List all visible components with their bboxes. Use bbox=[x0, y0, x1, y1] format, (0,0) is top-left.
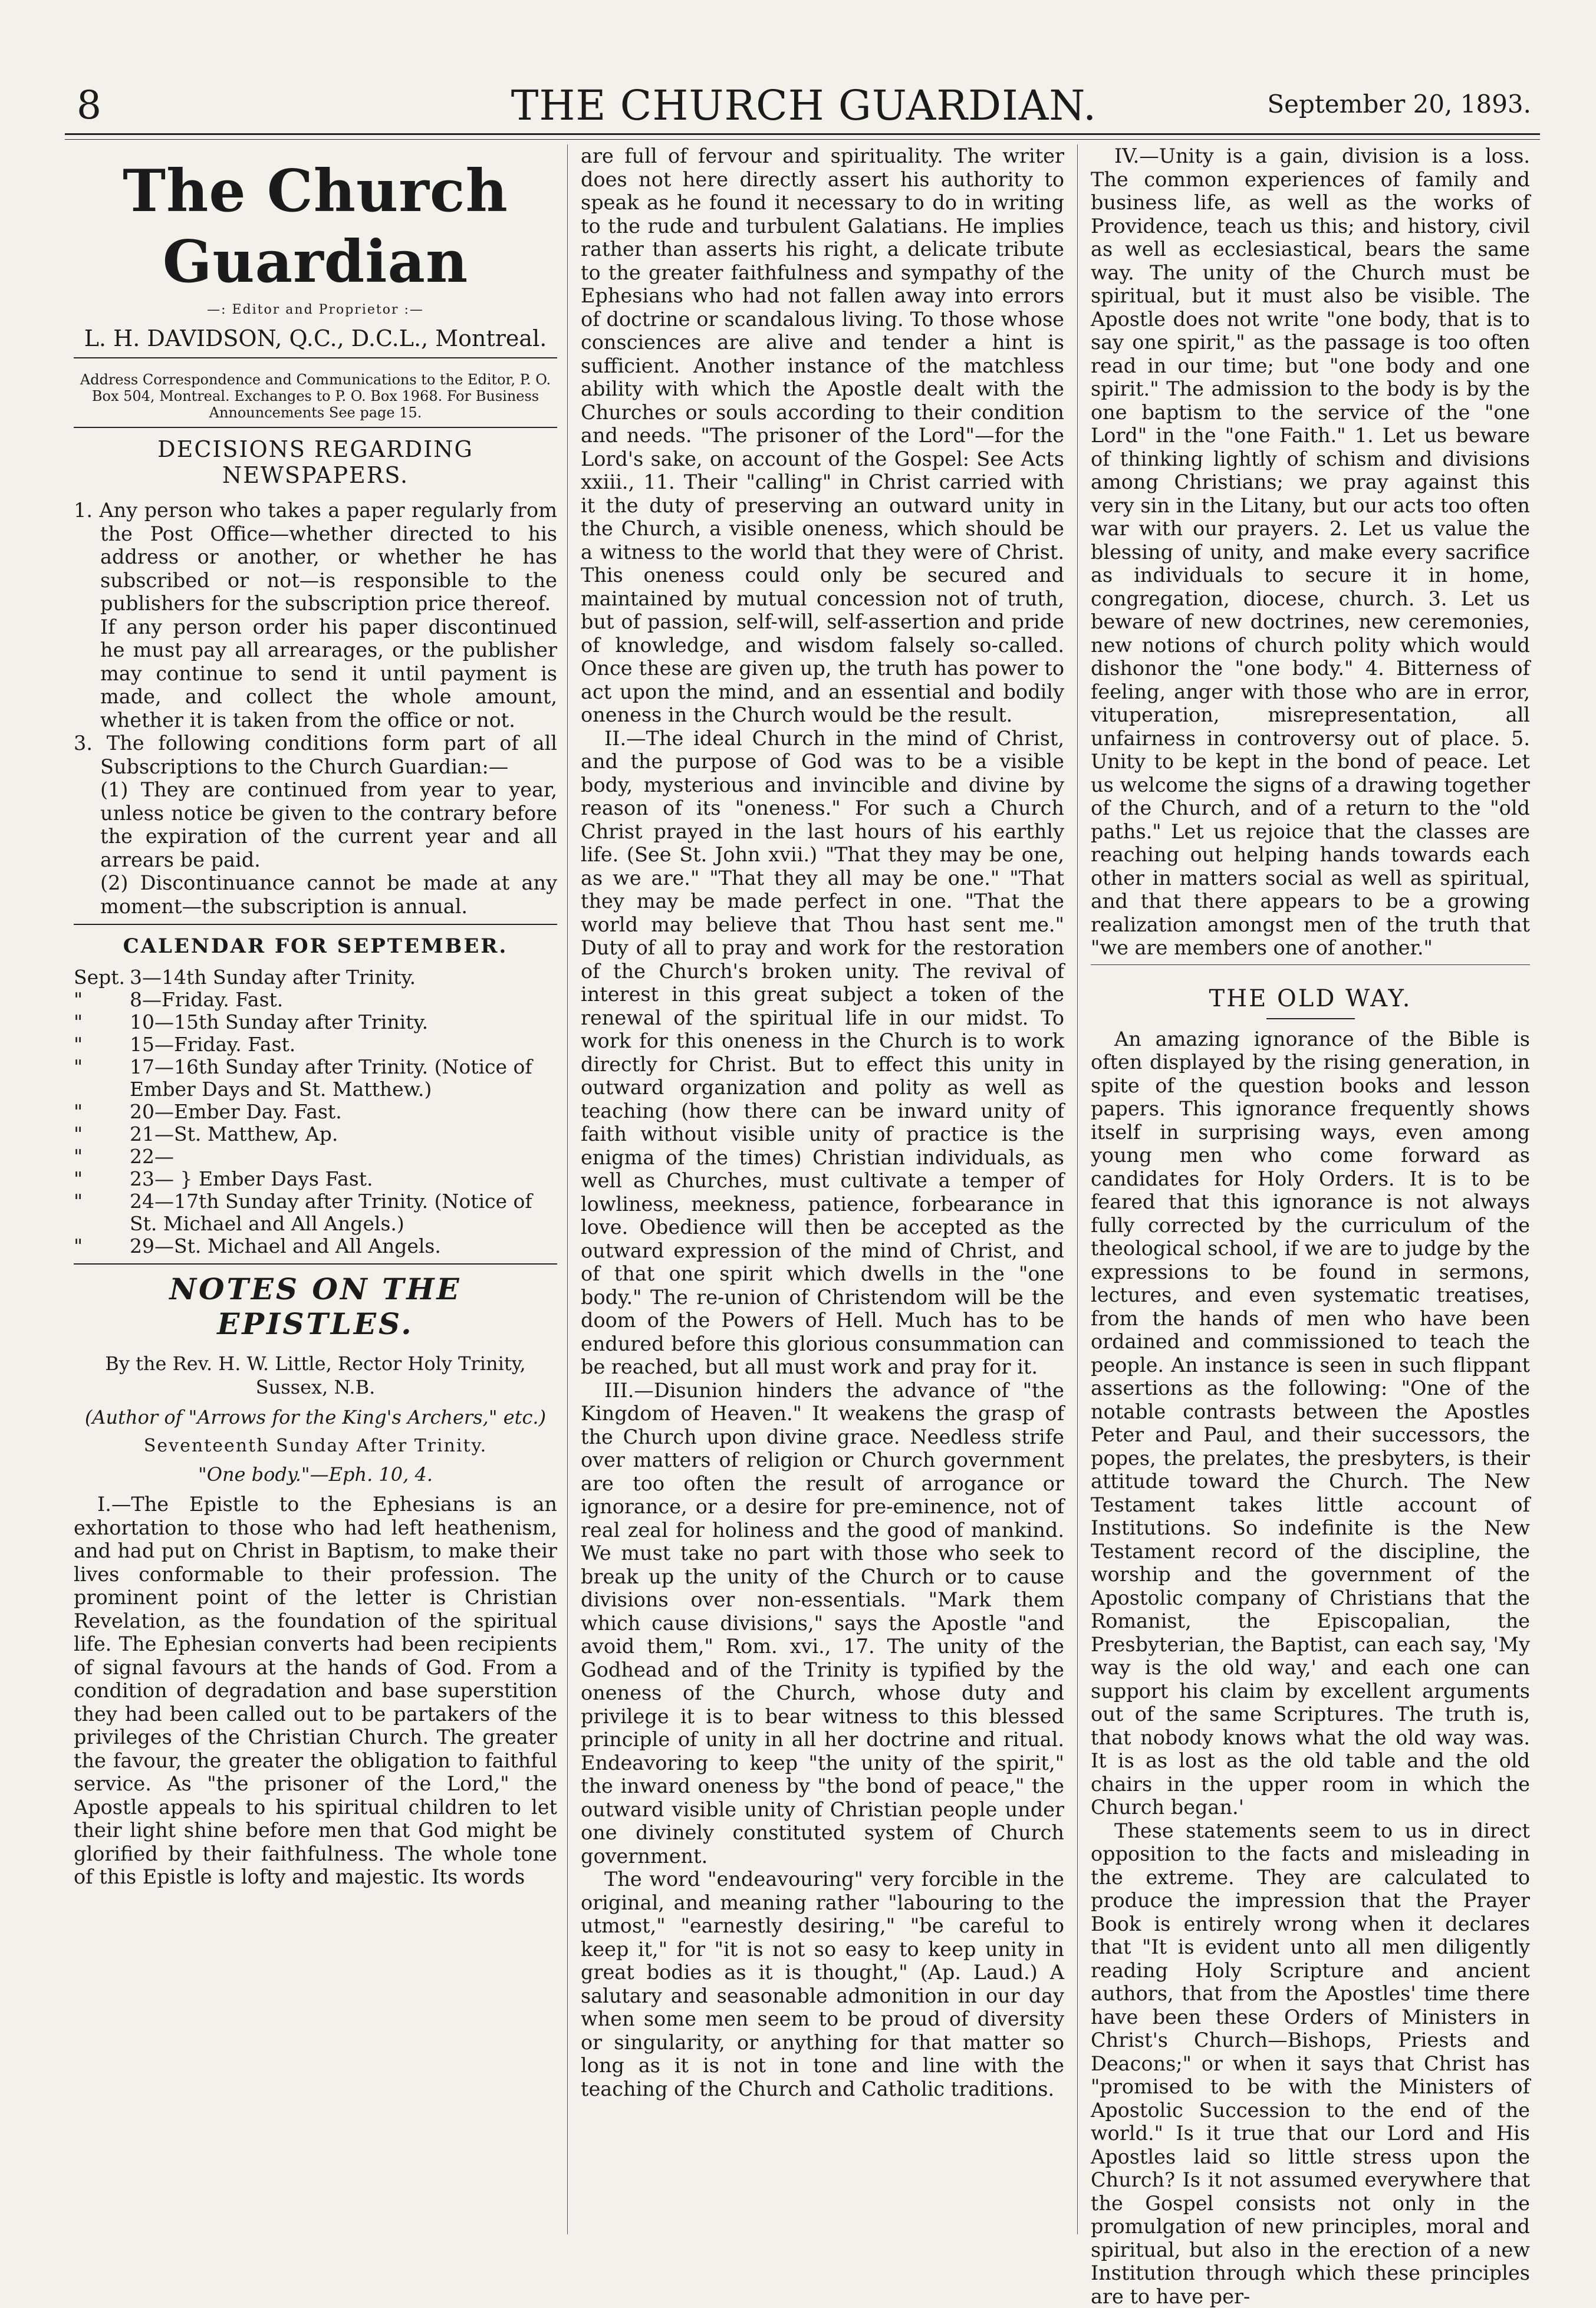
calendar-month-mark: " bbox=[74, 1190, 130, 1235]
calendar-entry: 8—Friday. Fast. bbox=[130, 989, 557, 1011]
address-note: Address Correspondence and Communications to the Editor, P. O. Box 504, Montreal. Exchanges to P. O. Box 1968. For Business Announcements See page 15. bbox=[80, 371, 551, 421]
calendar-title: CALENDAR FOR SEPTEMBER. bbox=[74, 934, 557, 958]
decision-item: 3. The following conditions form part of all Subscriptions to the Church Guardian:— bbox=[74, 732, 557, 778]
column-2 bbox=[581, 144, 1064, 2234]
calendar-entry: 22— bbox=[130, 1145, 557, 1168]
calendar-month-mark: " bbox=[74, 1123, 130, 1145]
notes-paragraph: are full of fervour and spirituality. The writer does not here directly assert his authority to speak as he found it necessary to do in writing to the rude and turbulent Galatians. He implies rather than asserts his right, a delicate tribute to the greater faithfulness and sympathy of the Ephesians who had not fallen away into errors of doctrine or scandalous living. To those whose consciences are alive and tender a hint is sufficient. Another instance of the matchless ability with which the Apostle dealt with the Churches or souls according to their condition and needs. "The prisoner of the Lord"—for the Lord's sake, on account of the Gospel: See Acts xxiii., 11. Their "calling" in Christ carried with it the duty of preserving an outward unity in the Church, a visible oneness, which should be a witness to the world that they were of Christ. This oneness could only be secured and maintained by mutual concession not of truth, but of passion, self-will, self-assertion and pride of knowledge, and wisdom falsely so-called. Once these are given up, the truth has power to act upon the mind, and an essential and bodily oneness in the Church would be the result. bbox=[581, 144, 1064, 727]
issue-date: September 20, 1893. bbox=[1267, 90, 1531, 118]
calendar-row bbox=[74, 966, 557, 989]
decision-item: (2) Discontinuance cannot be made at any moment—the subscription is annual. bbox=[74, 871, 557, 918]
notes-paragraph: I.—The Epistle to the Ephesians is an exhortation to those who had left heathenism, and had put on Christ in Baptism, to make their lives conformable to their profession. The prominent point of the letter is Christian Revelation, as the foundation of the spiritual life. The Ephesian converts had been recipients of signal favours at the hands of God. From a condition of degradation and base superstition they had been called out to be partakers of the privileges of the Christian Church. The greater the favour, the greater the obligation to faithful service. As "the prisoner of the Lord," the Apostle appeals to his spiritual children to let their light shine before men that God might be glorified by their faithfulness. The whole tone of this Epistle is lofty and majestic. Its words bbox=[74, 1493, 557, 1889]
calendar-row bbox=[74, 1011, 557, 1033]
old-way-paragraph: An amazing ignorance of the Bible is often displayed by the rising generation, in spite of the question books and lesson papers. This ignorance frequently shows itself in surprising ways, even among young men who come forward as candidates for Holy Orders. It is to be feared that this ignorance is not always fully corrected by the curriculum of the theological school, if we are to judge by the expressions to be found in sermons, lectures, and even systematic treatises, from the hands of men who have been ordained and commissioned to teach the people. An instance is seen in such flippant assertions as the following: "One of the notable contrasts between the Apostles Peter and Paul, and their successors, the popes, the prelates, the presbyters, is their attitude toward the Church. The New Testament takes little account of Institutions. So indefinite is the New Testament record of the discipline, the worship and the government of the Apostolic company of Christians that the Romanist, the Episcopalian, the Presbyterian, the Baptist, can each say, 'My way is the old way,' and each one can support his claim by excellent arguments out of the same Scriptures. The truth is, that nobody knows what the old way was. It is as lost as the old table and the old chairs in the upper room in which the Church began.' bbox=[1091, 1028, 1530, 1819]
calendar-entry: 15—Friday. Fast. bbox=[130, 1033, 557, 1056]
calendar-month-mark: " bbox=[74, 1011, 130, 1033]
notes-title: NOTES ON THE EPISTLES. bbox=[74, 1272, 557, 1341]
column-divider bbox=[567, 144, 568, 2234]
header-rule bbox=[65, 133, 1540, 135]
calendar-entry: 21—St. Matthew, Ap. bbox=[130, 1123, 557, 1145]
calendar-month-mark: " bbox=[74, 1101, 130, 1123]
calendar-entry: 29—St. Michael and All Angels. bbox=[130, 1235, 557, 1257]
calendar-list bbox=[74, 966, 557, 1257]
calendar-row bbox=[74, 1168, 557, 1190]
calendar-entry: 10—15th Sunday after Trinity. bbox=[130, 1011, 557, 1033]
calendar-entry: 3—14th Sunday after Trinity. bbox=[130, 966, 557, 989]
notes-paragraph: The word "endeavouring" very forcible in the original, and meaning rather "labouring to the utmost," "earnestly desiring," "be careful to keep it," for "it is not so easy to keep unity in great bodies as it is thought," (Ap. Laud.) A salutary and seasonable admonition in our day when some men seem to be proud of diversity or singularity, or anything for that matter so long as it is not in tone and line with the teaching of the Church and Catholic traditions. bbox=[581, 1868, 1064, 2100]
running-header bbox=[77, 71, 1531, 136]
divider bbox=[1266, 1018, 1355, 1019]
decision-item: 1. Any person who takes a paper regularly from the Post Office—whether directed to his address or another, or whether he has subscribed or not—is responsible to the publishers for the subscription price thereof. bbox=[74, 499, 557, 615]
notes-author-of: (Author of "Arrows for the King's Archers," etc.) bbox=[74, 1406, 557, 1428]
old-way-paragraph: These statements seem to us in direct opposition to the facts and misleading in the extreme. They are calculated to produce the impression that the Prayer Book is entirely wrong when it declares that "It is evident unto all men diligently reading Holy Scripture and ancient authors, that from the Apostles' time there have been these Orders of Ministers in Christ's Church—Bishops, Priests and Deacons;" or when it says that Christ has "promised to be with the Ministers of Apostolic Succession to the end of the world." Is it true that our Lord and His Apostles laid so little stress upon the Church? Is it not assumed everywhere that the Gospel consists not only in the promulgation of new principles, moral and spiritual, but also in the erection of a new Institution through which these principles are to have per- bbox=[1091, 1819, 1530, 2308]
decision-item: If any person order his paper discontinued he must pay all arrearages, or the publisher may continue to send it until payment is made, and collect the whole amount, whether it is taken from the office or not. bbox=[74, 615, 557, 732]
calendar-entry: 23— } Ember Days Fast. bbox=[130, 1168, 557, 1190]
calendar-row bbox=[74, 1123, 557, 1145]
divider bbox=[74, 357, 557, 358]
calendar-row bbox=[74, 1235, 557, 1257]
notes-text-ref: "One body."—Eph. 10, 4. bbox=[74, 1463, 557, 1486]
notes-byline: By the Rev. H. W. Little, Rector Holy Trinity, Sussex, N.B. bbox=[74, 1352, 557, 1399]
editor-label: —: Editor and Proprietor :— bbox=[74, 302, 557, 317]
calendar-row bbox=[74, 1190, 557, 1235]
notes-paragraph: IV.—Unity is a gain, division is a loss. The common experiences of family and business life, as well as the works of Providence, teach us this; and history, civil as well as ecclesiastical, bears the same way. The unity of the Church must be spiritual, but it must also be visible. The Apostle does not write "one body, that is to say one spirit," as the passage is too often read in our time; but "one body and one spirit." The admission to the body is by the one baptism to the service of the "one Lord" in the "one Faith." 1. Let us beware of thinking lightly of schism and divisions among Christians; we pray against this very sin in the Litany, but our acts too often war with our prayers. 2. Let us value the blessing of unity, and make every sacrifice as individuals to secure it in home, congregation, diocese, church. 3. Let us beware of new doctrines, new ceremonies, new notions of church polity which would dishonor the "one body." 4. Bitterness of feeling, anger with those who are in error, vituperation, misrepresentation, all unfairness in controversy out of place. 5. Unity to be kept in the bond of peace. Let us welcome the signs of a drawing together of the Church, and of a return to the "old paths." Let us rejoice that the classes are reaching out helping hands towards each other in matters social as well as spiritual, and that there appears to be a growing realization amongst men of the truth that "we are members one of another." bbox=[1091, 144, 1530, 960]
calendar-row bbox=[74, 989, 557, 1011]
calendar-month-mark: " bbox=[74, 989, 130, 1011]
calendar-month-mark: " bbox=[74, 1033, 130, 1056]
calendar-month-mark: " bbox=[74, 1056, 130, 1101]
decisions-list bbox=[74, 499, 557, 918]
calendar-month-mark: Sept. bbox=[74, 966, 130, 989]
divider bbox=[74, 427, 557, 428]
notes-paragraph: II.—The ideal Church in the mind of Christ, and the purpose of God was to be a visible body, mysterious and invincible and divine by reason of its "oneness." For such a Church Christ prayed in the last hours of his earthly life. (See St. John xvii.) "That they may be one, as we are." "That they all may be one." "That they may be made perfect in one. "That the world may believe that Thou hast sent me." Duty of all to pray and work for the restoration of the Church's broken unity. The revival of interest in this great subject a token of the renewal of the spiritual life in our midst. To work for this oneness in the Church is to work directly for Christ. But to effect this unity in outward organization and polity as well as teaching (how there can be inward unity of faith without visible unity of practice is the enigma of the times) Christian individuals, as well as Churches, must cultivate a temper of lowliness, meekness, patience, forbearance in love. Obedience will then be accepted as the outward expression of the mind of Christ, and of that one spirit which dwells in the "one body." The re-union of Christendom will be the doom of the Powers of Hell. Much has to be endured before this glorious consummation can be reached, but all must work and pray for it. bbox=[581, 727, 1064, 1379]
notes-sunday: Seventeenth Sunday After Trinity. bbox=[74, 1435, 557, 1456]
calendar-month-mark: " bbox=[74, 1168, 130, 1190]
calendar-entry: 24—17th Sunday after Trinity. (Notice of St. Michael and All Angels.) bbox=[130, 1190, 557, 1235]
masthead-title: The Church Guardian bbox=[74, 156, 557, 298]
decision-item: (1) They are continued from year to year, unless notice be given to the contrary before the expiration of the current year and all arrears be paid. bbox=[74, 778, 557, 871]
decisions-title: DECISIONS REGARDING NEWSPAPERS. bbox=[74, 436, 557, 488]
calendar-entry: 20—Ember Day. Fast. bbox=[130, 1101, 557, 1123]
calendar-row bbox=[74, 1056, 557, 1101]
divider bbox=[74, 924, 557, 925]
calendar-month-mark: " bbox=[74, 1145, 130, 1168]
editor-name: L. H. DAVIDSON, Q.C., D.C.L., Montreal. bbox=[74, 325, 557, 351]
column-divider bbox=[1077, 144, 1078, 2234]
old-way-title: THE OLD WAY. bbox=[1091, 985, 1530, 1012]
notes-paragraph: III.—Disunion hinders the advance of "the Kingdom of Heaven." It weakens the grasp of the Church upon divine grace. Needless strife over matters of religion or Church government are too often the result of arrogance or ignorance, or a desire for pre-eminence, not of real zeal for holiness and the good of mankind. We must take no part with those who seek to break up the unity of the Church or to cause divisions over non-essentials. "Mark them which cause divisions," says the Apostle "and avoid them," Rom. xvi., 17. The unity of the Godhead and of the Trinity is typified by the oneness of the Church, whose duty and privilege it is to bear witness to this blessed principle of unity in all her doctrine and ritual. Endeavoring to keep "the unity of the spirit," the inward oneness by "the bond of peace," the outward visible unity of Christian people under one divinely constituted system of Church government. bbox=[581, 1379, 1064, 1868]
calendar-row bbox=[74, 1145, 557, 1168]
calendar-row bbox=[74, 1033, 557, 1056]
calendar-entry: 17—16th Sunday after Trinity. (Notice of Ember Days and St. Matthew.) bbox=[130, 1056, 557, 1101]
header-rule-thin bbox=[65, 139, 1540, 140]
calendar-row bbox=[74, 1101, 557, 1123]
divider bbox=[1091, 964, 1530, 965]
column-1 bbox=[74, 144, 557, 2234]
column-3 bbox=[1091, 144, 1530, 2234]
divider bbox=[74, 1263, 557, 1265]
calendar-month-mark: " bbox=[74, 1235, 130, 1257]
page-number: 8 bbox=[77, 83, 101, 128]
running-title: THE CHURCH GUARDIAN. bbox=[77, 81, 1531, 130]
